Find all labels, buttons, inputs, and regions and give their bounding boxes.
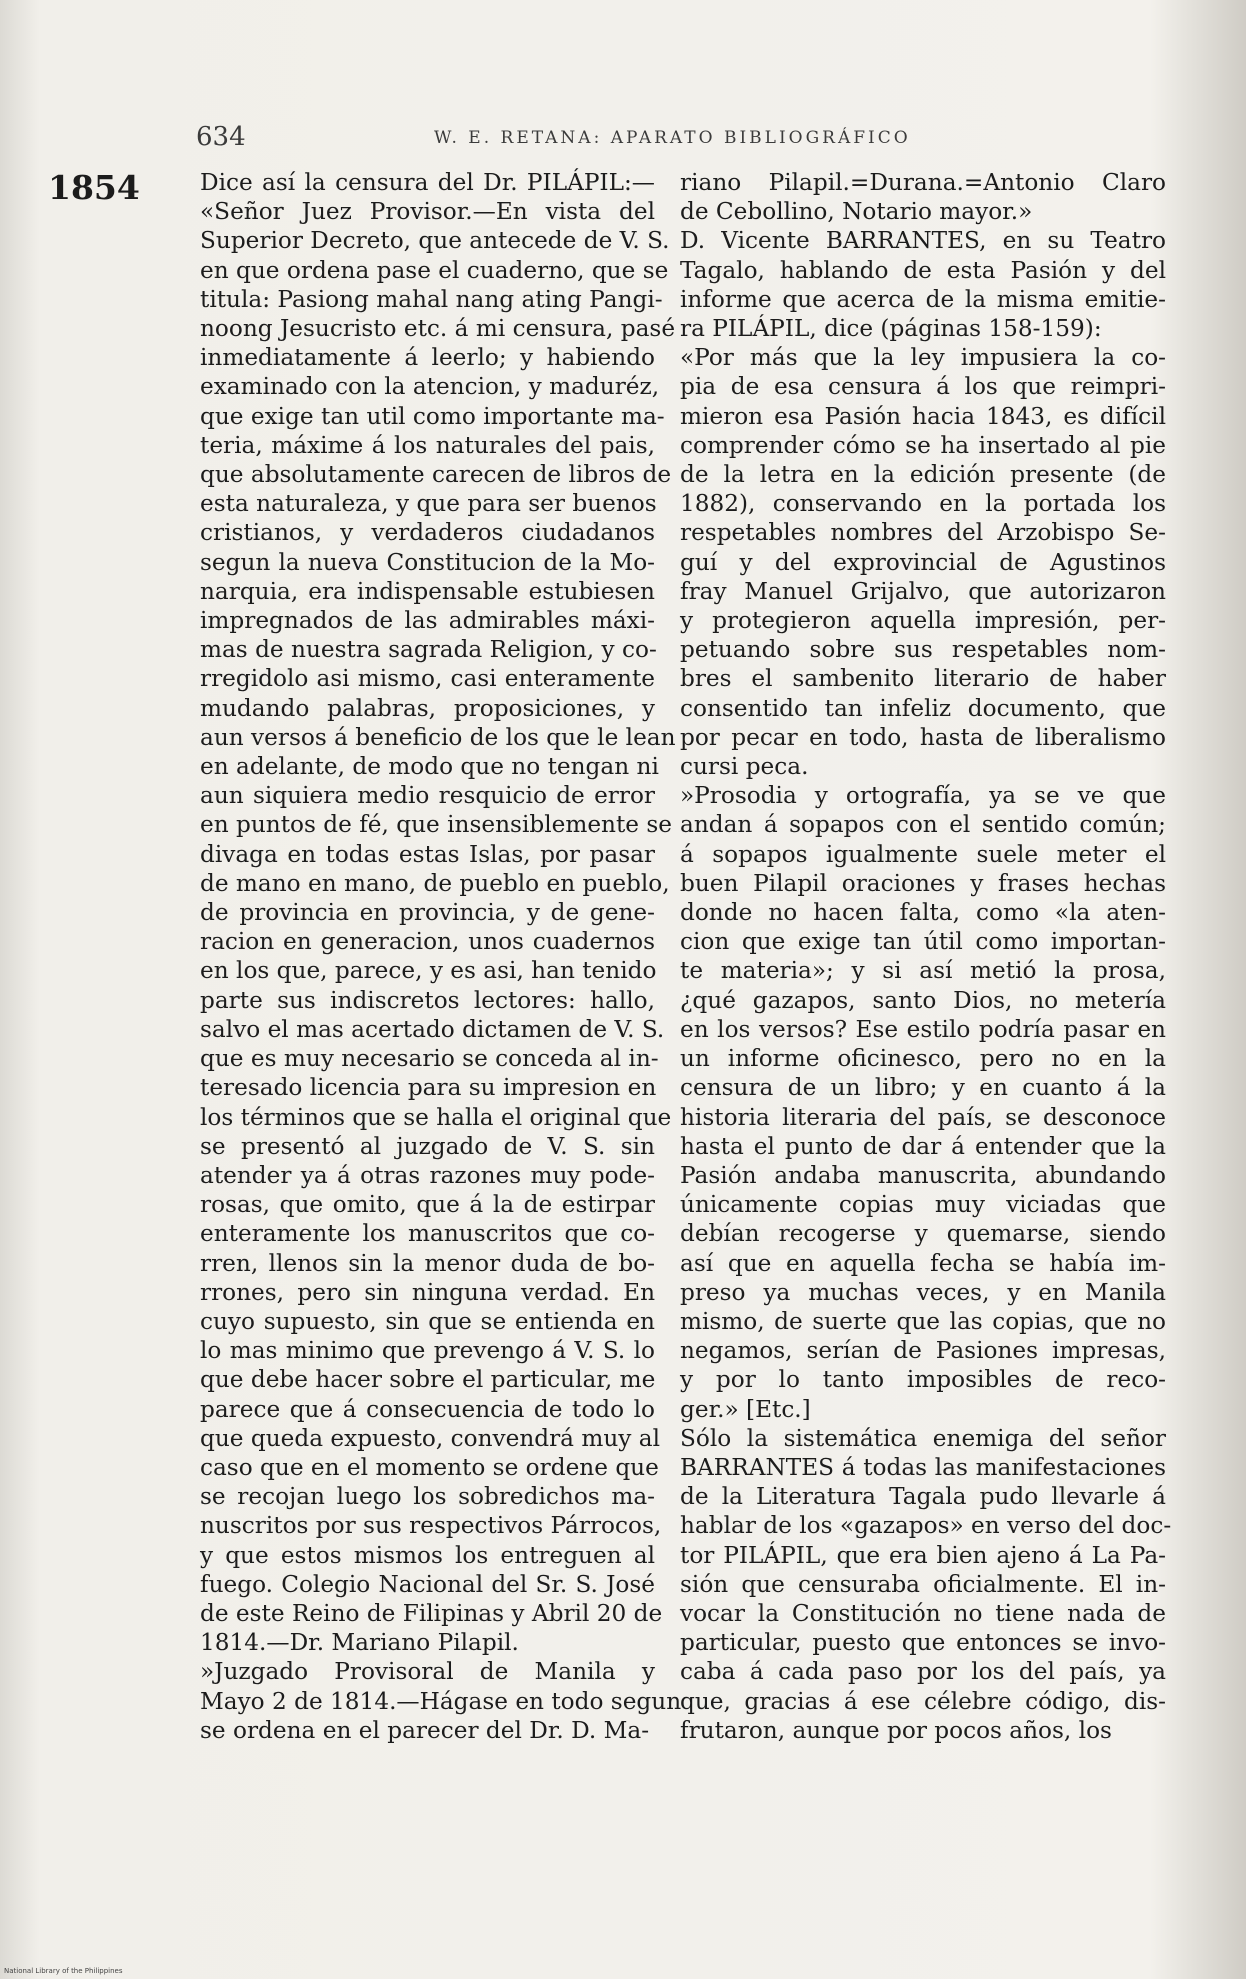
text-line: andan á sopapos con el sentido común; — [680, 811, 1166, 839]
text-line: BARRANTES á todas las manifestaciones — [680, 1453, 1166, 1481]
text-line: petuando sobre sus respetables nom- — [680, 636, 1166, 664]
text-line: mieron esa Pasión hacia 1843, es difícil — [680, 402, 1166, 430]
text-line: de mano en mano, de pueblo en pueblo, — [200, 869, 670, 897]
text-line: 1814.—Dr. Mariano Pilapil. — [200, 1629, 519, 1657]
text-line: de provincia en provincia, y de gene- — [200, 899, 655, 927]
text-line: segun la nueva Constitucion de la Mo- — [200, 548, 655, 576]
text-line: divaga en todas estas Islas, por pasar — [200, 840, 655, 868]
text-line: lo mas minimo que prevengo á V. S. lo — [200, 1337, 655, 1365]
text-line: vocar la Constitución no tiene nada de — [680, 1599, 1166, 1627]
text-line: y protegieron aquella impresión, per- — [680, 607, 1166, 635]
text-line: preso ya muchas veces, y en Manila — [680, 1278, 1166, 1306]
text-line: fray Manuel Grijalvo, que autorizaron — [680, 577, 1166, 605]
text-line: titula: Pasiong mahal nang ating Pangi- — [200, 285, 663, 313]
text-line: caso que en el momento se ordene que — [200, 1453, 659, 1481]
text-line: aun siquiera medio resquicio de error — [200, 782, 655, 810]
text-line: y que estos mismos los entreguen al — [200, 1541, 655, 1569]
text-line: que exige tan util como importante ma- — [200, 402, 665, 430]
text-line: enteramente los manuscritos que co- — [200, 1220, 655, 1248]
text-line: buen Pilapil oraciones y frases hechas — [680, 869, 1166, 897]
text-line: por pecar en todo, hasta de liberalismo — [680, 723, 1166, 751]
text-line: respetables nombres del Arzobispo Se- — [680, 519, 1166, 547]
text-line: mas de nuestra sagrada Religion, y co- — [200, 636, 657, 664]
text-line: de este Reino de Filipinas y Abril 20 de — [200, 1599, 663, 1627]
text-line: rregidolo asi mismo, casi enteramente — [200, 665, 655, 693]
text-line: parece que á consecuencia de todo lo — [200, 1395, 655, 1423]
entry-number: 1854 — [48, 168, 140, 207]
text-line: debían recogerse y quemarse, siendo — [680, 1220, 1166, 1248]
text-line: rrones, pero sin ninguna verdad. En — [200, 1278, 655, 1306]
text-line: «Señor Juez Provisor.—En vista del — [200, 198, 655, 226]
text-line: se presentó al juzgado de V. S. sin — [200, 1132, 655, 1160]
text-line: se recojan luego los sobredichos ma- — [200, 1483, 655, 1511]
text-line: negamos, serían de Pasiones impresas, — [680, 1337, 1166, 1365]
library-credit: National Library of the Philippines — [4, 1967, 123, 1975]
running-title: W. E. RETANA: APARATO BIBLIOGRÁFICO — [434, 128, 911, 148]
text-line: ger.» [Etc.] — [680, 1395, 811, 1423]
text-line: particular, puesto que entonces se invo- — [680, 1629, 1166, 1657]
text-line: en los que, parece, y es asi, han tenido — [200, 957, 657, 985]
text-line: te materia»; y si así metió la prosa, — [680, 957, 1166, 985]
text-line: teria, máxime á los naturales del pais, — [200, 431, 655, 459]
text-line: mudando palabras, proposiciones, y — [200, 694, 655, 722]
text-line: donde no hacen falta, como «la aten- — [680, 899, 1166, 927]
text-line: que debe hacer sobre el particular, me — [200, 1366, 656, 1394]
text-line: Superior Decreto, que antecede de V. S. — [200, 227, 670, 255]
text-line: en adelante, de modo que no tengan ni — [200, 753, 659, 781]
text-line: parte sus indiscretos lectores: hallo, — [200, 986, 655, 1014]
text-line: en que ordena pase el cuaderno, que se — [200, 256, 669, 284]
text-line: cristianos, y verdaderos ciudadanos — [200, 519, 655, 547]
text-line: que queda expuesto, convendrá muy al — [200, 1424, 661, 1452]
text-line: inmediatamente á leerlo; y habiendo — [200, 344, 655, 372]
text-line: mismo, de suerte que las copias, que no — [680, 1307, 1166, 1335]
text-line: fuego. Colegio Nacional del Sr. S. José — [200, 1570, 655, 1598]
text-line: en los versos? Ese estilo podría pasar en — [680, 1015, 1166, 1043]
text-line: los términos que se halla el original que — [200, 1103, 672, 1131]
text-line: noong Jesucristo etc. á mi censura, pasé — [200, 315, 676, 343]
text-line: atender ya á otras razones muy pode- — [200, 1161, 655, 1189]
right-text-column — [680, 168, 1172, 1745]
text-line: rren, llenos sin la menor duda de bo- — [200, 1249, 655, 1277]
text-line: esta naturaleza, y que para ser buenos — [200, 490, 657, 518]
text-line: Dice así la censura del Dr. PILÁPIL:— — [200, 169, 655, 196]
text-line: Mayo 2 de 1814.—Hágase en todo segun — [200, 1687, 682, 1715]
text-line: censura de un libro; y en cuanto á la — [680, 1074, 1166, 1102]
text-line: impregnados de las admirables máxi- — [200, 607, 655, 635]
text-line: bres el sambenito literario de haber — [680, 665, 1166, 693]
text-line: de la Literatura Tagala pudo llevarle á — [680, 1483, 1166, 1511]
text-line: y por lo tanto imposibles de reco- — [680, 1366, 1166, 1394]
text-line: cion que exige tan útil como importan- — [680, 928, 1166, 956]
text-line: aun versos á beneficio de los que le lean — [200, 723, 676, 751]
text-line: nuscritos por sus respectivos Párrocos, — [200, 1512, 662, 1540]
text-line: que, gracias á ese célebre código, dis- — [680, 1687, 1166, 1715]
text-line: frutaron, aunque por pocos años, los — [680, 1716, 1112, 1744]
text-line: cuyo supuesto, sin que se entienda en — [200, 1307, 655, 1335]
text-line: Sólo la sistemática enemiga del señor — [680, 1424, 1166, 1452]
text-line: en puntos de fé, que insensiblemente se — [200, 811, 673, 839]
text-line: hablar de los «gazapos» en verso del doc- — [680, 1512, 1172, 1540]
text-line: ra PILÁPIL, dice (páginas 158-159): — [680, 315, 1102, 343]
text-line: D. Vicente BARRANTES, en su Teatro — [680, 227, 1166, 255]
text-line: salvo el mas acertado dictamen de V. S. — [200, 1015, 665, 1043]
text-line: historia literaria del país, se desconoce — [680, 1103, 1166, 1131]
left-text-column — [200, 168, 682, 1745]
text-line: racion en generacion, unos cuadernos — [200, 928, 655, 956]
text-line: ¿qué gazapos, santo Dios, no metería — [680, 986, 1166, 1014]
text-line: sión que censuraba oficialmente. El in- — [680, 1570, 1166, 1598]
text-line: Pasión andaba manuscrita, abundando — [680, 1161, 1166, 1189]
text-line: se ordena en el parecer del Dr. D. Ma- — [200, 1716, 650, 1744]
text-line: Tagalo, hablando de esta Pasión y del — [680, 256, 1166, 284]
text-line: 1882), conservando en la portada los — [680, 490, 1166, 518]
text-line: narquia, era indispensable estubiesen — [200, 577, 655, 605]
text-line: tor PILÁPIL, que era bien ajeno á La Pa- — [680, 1541, 1166, 1569]
text-line: »Juzgado Provisoral de Manila y — [200, 1658, 655, 1686]
text-line: informe que acerca de la misma emitie- — [680, 285, 1166, 313]
text-line: consentido tan infeliz documento, que — [680, 694, 1166, 722]
text-line: que absolutamente carecen de libros de — [200, 461, 672, 489]
text-line: cursi peca. — [680, 753, 809, 781]
text-line: así que en aquella fecha se había im- — [680, 1249, 1166, 1277]
text-line: comprender cómo se ha insertado al pie — [680, 431, 1166, 459]
text-line: de Cebollino, Notario mayor.» — [680, 198, 1033, 226]
page-number: 634 — [196, 122, 246, 152]
text-line: examinado con la atencion, y maduréz, — [200, 373, 660, 401]
text-line: pia de esa censura á los que reimpri- — [680, 373, 1166, 401]
text-line: que es muy necesario se conceda al in- — [200, 1045, 659, 1073]
text-line: «Por más que la ley impusiera la co- — [680, 344, 1166, 372]
text-line: guí y del exprovincial de Agustinos — [680, 548, 1166, 576]
text-line: á sopapos igualmente suele meter el — [680, 840, 1166, 868]
text-line: teresado licencia para su impresion en — [200, 1074, 657, 1102]
text-line: »Prosodia y ortografía, ya se ve que — [680, 782, 1166, 810]
text-line: riano Pilapil.=Durana.=Antonio Claro — [680, 169, 1166, 196]
text-line: únicamente copias muy viciadas que — [680, 1191, 1166, 1219]
text-line: rosas, que omito, que á la de estirpar — [200, 1191, 655, 1219]
text-line: hasta el punto de dar á entender que la — [680, 1132, 1166, 1160]
text-line: un informe oficinesco, pero no en la — [680, 1045, 1166, 1073]
page-header — [196, 122, 1196, 154]
text-line: de la letra en la edición presente (de — [680, 461, 1166, 489]
text-line: caba á cada paso por los del país, ya — [680, 1658, 1166, 1686]
